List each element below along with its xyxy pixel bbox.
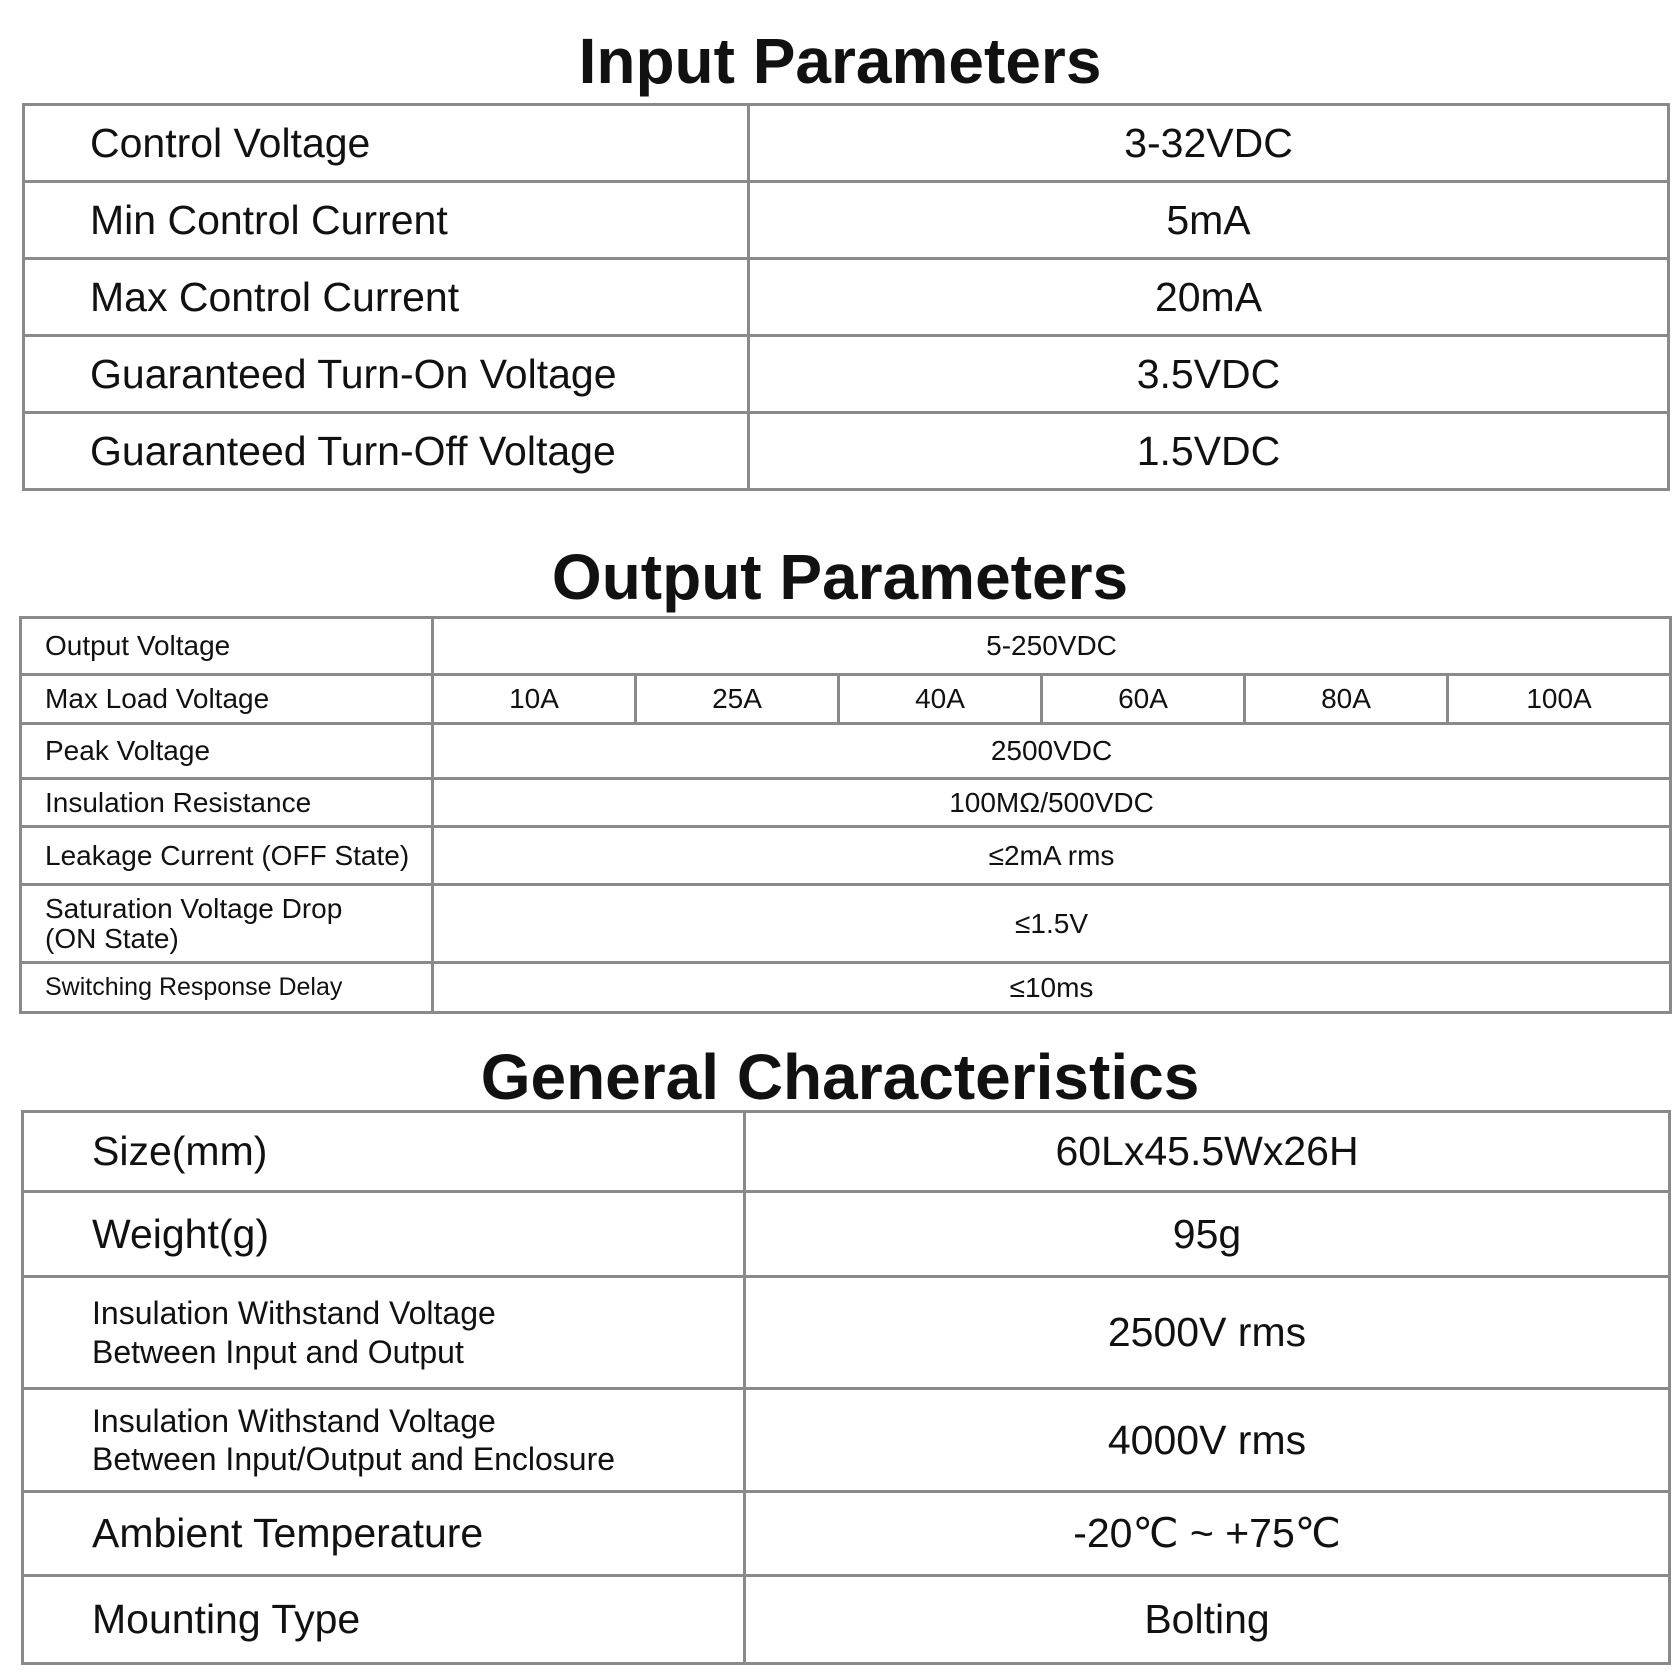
insulation-io-line1: Insulation Withstand Voltage <box>92 1295 496 1332</box>
peak-voltage-label: Peak Voltage <box>21 724 433 779</box>
min-control-current-value: 5mA <box>749 182 1669 259</box>
table-row <box>24 336 1669 413</box>
saturation-label-line2: (ON State) <box>45 922 179 954</box>
turn-off-voltage-value: 1.5VDC <box>749 413 1669 490</box>
insulation-resistance-label: Insulation Resistance <box>21 779 433 827</box>
table-row <box>21 675 1671 724</box>
ambient-temperature-value: -20℃ ~ +75℃ <box>745 1492 1670 1576</box>
turn-on-voltage-value: 3.5VDC <box>749 336 1669 413</box>
table-row <box>21 779 1671 827</box>
insulation-io-line2: Between Input and Output <box>92 1333 464 1370</box>
turn-on-voltage-label: Guaranteed Turn-On Voltage <box>24 336 749 413</box>
table-row <box>24 182 1669 259</box>
output-parameters-title: Output Parameters <box>551 541 1129 613</box>
table-row <box>23 1192 1670 1277</box>
insulation-io-value: 2500V rms <box>745 1277 1670 1389</box>
max-control-current-label: Max Control Current <box>24 259 749 336</box>
output-voltage-label: Output Voltage <box>21 618 433 675</box>
table-row <box>21 963 1671 1013</box>
table-row <box>23 1492 1670 1576</box>
max-load-80a: 80A <box>1245 675 1448 724</box>
max-load-25a: 25A <box>636 675 839 724</box>
leakage-current-label: Leakage Current (OFF State) <box>21 827 433 885</box>
weight-value: 95g <box>745 1192 1670 1277</box>
output-voltage-value: 5-250VDC <box>433 618 1671 675</box>
size-value: 60Lx45.5Wx26H <box>745 1112 1670 1192</box>
saturation-voltage-drop-value: ≤1.5V <box>433 885 1671 963</box>
control-voltage-value: 3-32VDC <box>749 105 1669 182</box>
max-load-voltage-label: Max Load Voltage <box>21 675 433 724</box>
input-parameters-table <box>22 103 1670 491</box>
max-control-current-value: 20mA <box>749 259 1669 336</box>
switching-response-delay-value: ≤10ms <box>433 963 1671 1013</box>
ambient-temperature-label: Ambient Temperature <box>23 1492 745 1576</box>
switching-response-delay-label: Switching Response Delay <box>21 963 433 1013</box>
insulation-enclosure-label <box>23 1389 745 1492</box>
insulation-resistance-value: 100MΩ/500VDC <box>433 779 1671 827</box>
table-row <box>21 885 1671 963</box>
input-parameters-title: Input Parameters <box>578 25 1102 97</box>
weight-label: Weight(g) <box>23 1192 745 1277</box>
table-row <box>23 1576 1670 1664</box>
general-characteristics-table <box>21 1110 1671 1665</box>
output-parameters-table <box>19 616 1672 1014</box>
control-voltage-label: Control Voltage <box>24 105 749 182</box>
saturation-label-line1: Saturation Voltage Drop <box>45 893 343 925</box>
mounting-type-value: Bolting <box>745 1576 1670 1664</box>
max-load-10a: 10A <box>433 675 636 724</box>
table-row <box>24 105 1669 182</box>
min-control-current-label: Min Control Current <box>24 182 749 259</box>
general-characteristics-title: General Characteristics <box>480 1041 1200 1113</box>
saturation-voltage-drop-label <box>21 885 433 963</box>
size-label: Size(mm) <box>23 1112 745 1192</box>
leakage-current-value: ≤2mA rms <box>433 827 1671 885</box>
table-row <box>21 827 1671 885</box>
peak-voltage-value: 2500VDC <box>433 724 1671 779</box>
table-row <box>21 618 1671 675</box>
table-row <box>23 1389 1670 1492</box>
insulation-enclosure-line2: Between Input/Output and Enclosure <box>92 1441 616 1477</box>
insulation-io-label <box>23 1277 745 1389</box>
table-row <box>23 1277 1670 1389</box>
table-row <box>23 1112 1670 1192</box>
turn-off-voltage-label: Guaranteed Turn-Off Voltage <box>24 413 749 490</box>
insulation-enclosure-line1: Insulation Withstand Voltage <box>92 1402 496 1439</box>
max-load-100a: 100A <box>1448 675 1671 724</box>
insulation-enclosure-value: 4000V rms <box>745 1389 1670 1492</box>
max-load-60a: 60A <box>1042 675 1245 724</box>
table-row <box>21 724 1671 779</box>
mounting-type-label: Mounting Type <box>23 1576 745 1664</box>
table-row <box>24 259 1669 336</box>
max-load-40a: 40A <box>839 675 1042 724</box>
table-row <box>24 413 1669 490</box>
